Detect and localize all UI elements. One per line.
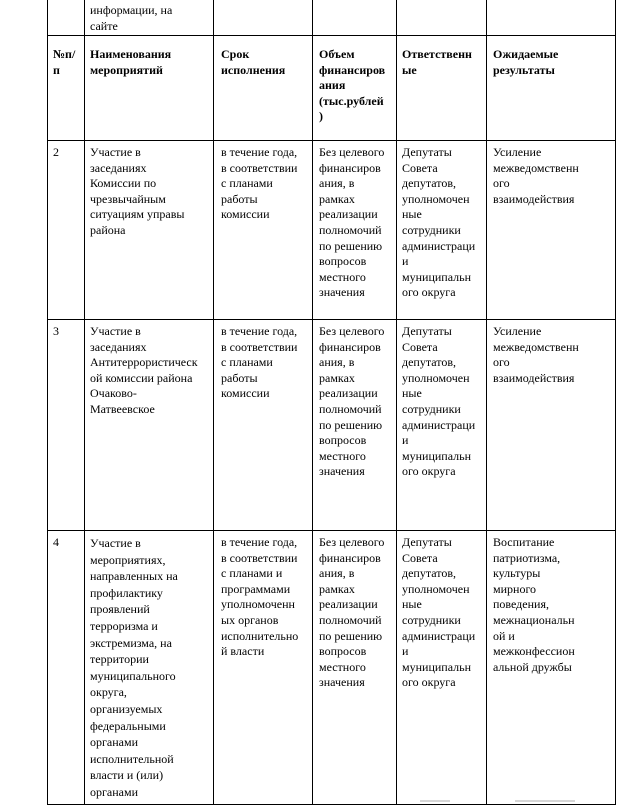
row-divider [47,530,616,531]
activity-result: Воспитание патриотизма, культуры мирного поведения, межнациональн ой и межконфессион альной дружбы [493,535,575,674]
table-border-right [615,0,616,805]
header-expected-results: Ожидаемые результаты [493,47,559,77]
activity-name: Участие в заседаниях Антитеррористическ ой комиссии района Очаково- Матвеевское [90,324,198,416]
previous-row-fragment: информации, на сайте [90,3,173,33]
row-number: 3 [53,324,59,338]
activity-result: Усиление межведомственн ого взаимодействия [493,145,579,206]
row-divider [47,35,616,36]
column-divider [213,0,214,805]
header-term: Срок исполнения [221,47,286,77]
activity-result: Усиление межведомственн ого взаимодействия [493,324,579,385]
activity-responsible: Депутаты Совета депутатов, уполномочен ные сотрудники администраци и муниципальн ого округа [402,324,476,479]
activity-responsible: Депутаты Совета депутатов, уполномочен ные сотрудники администраци и муниципальн ого округа [402,145,476,300]
column-divider [312,0,313,805]
activity-name: Участие в заседаниях Комиссии по чрезвычайным ситуациям управы района [90,145,185,237]
scan-artifact [420,800,450,802]
table-border-left [47,0,48,805]
activity-term: в течение года, в соответствии с планами работы комиссии [221,324,298,401]
row-number: 2 [53,145,59,159]
activity-responsible: Депутаты Совета депутатов, уполномочен ные сотрудники администраци и муниципальн ого округа [402,535,476,690]
header-funding: Объем финансиров ания (тыс.рублей ) [319,47,386,124]
activity-term: в течение года, в соответствии с планами работы комиссии [221,145,298,222]
column-divider [84,0,85,805]
activities-table [47,0,616,805]
row-number: 4 [53,535,59,549]
table-border-bottom [47,804,616,805]
header-activity-name: Наименования мероприятий [90,47,172,77]
header-number: №п/ п [53,47,76,77]
row-divider [47,319,616,320]
column-divider [396,0,397,805]
activity-funding: Без целевого финансиров ания, в рамках реализации полномочий по решению вопросов местного значения [319,145,385,300]
activity-funding: Без целевого финансиров ания, в рамках реализации полномочий по решению вопросов местного значения [319,535,385,690]
column-divider [486,0,487,805]
activity-name: Участие в мероприятиях, направленных на профилактику проявлений терроризма и экстремизма, на территории муниципального округа, организуемых федеральными органами исполнительной власти и (или) органами [90,536,178,799]
activity-funding: Без целевого финансиров ания, в рамках реализации полномочий по решению вопросов местного значения [319,324,385,479]
scan-artifact [515,800,575,802]
row-divider [47,140,616,141]
header-responsible: Ответственн ые [402,47,472,77]
activity-term: в течение года, в соответствии с планами и программами уполномоченн ых органов исполнительно й власти [221,535,299,659]
